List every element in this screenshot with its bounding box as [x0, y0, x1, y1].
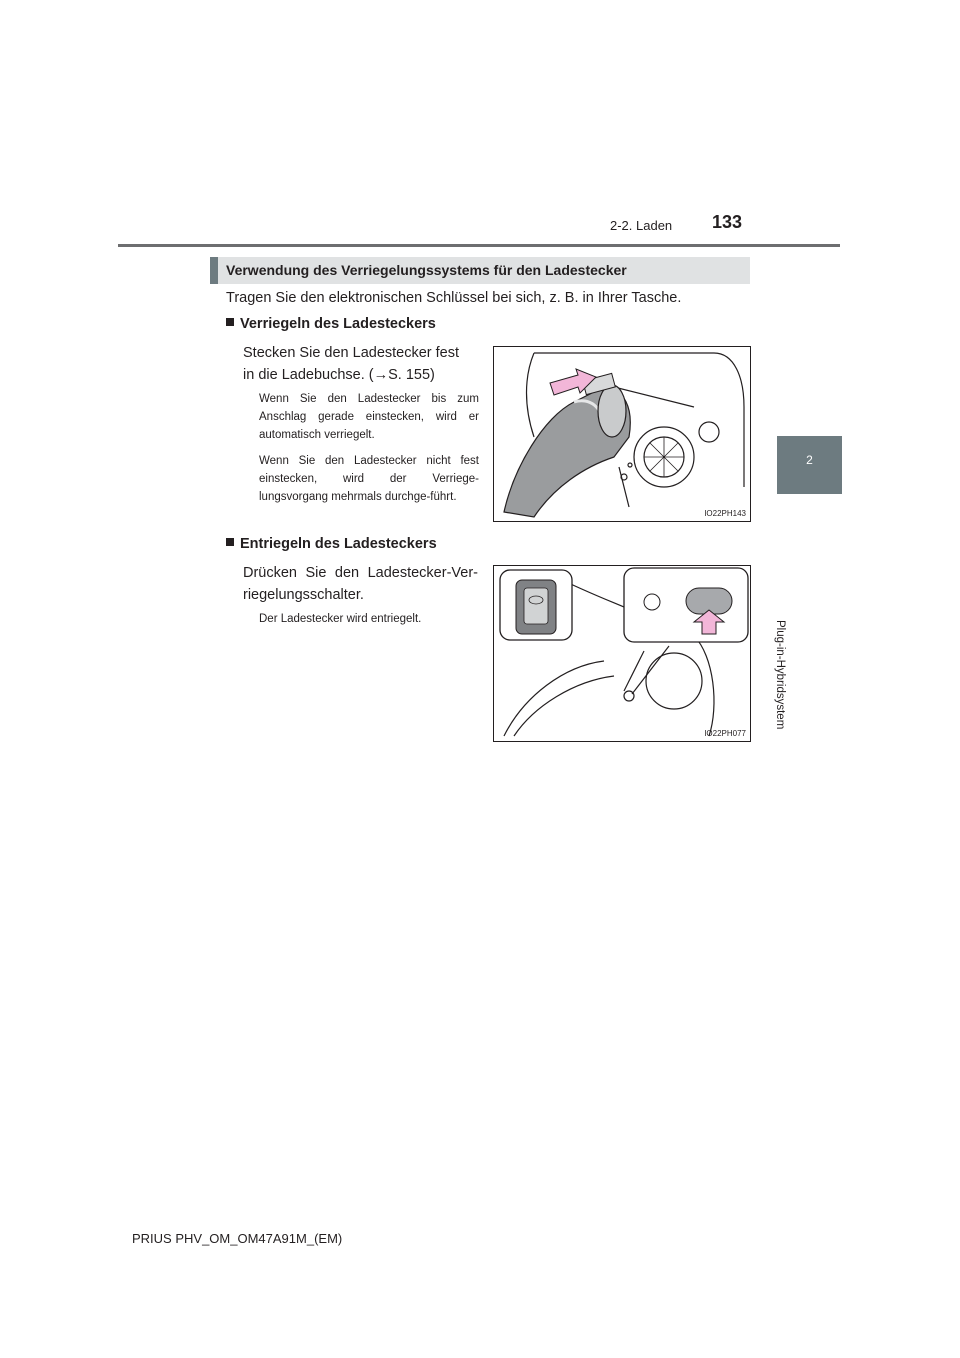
plug-insert-illustration [494, 347, 750, 521]
page-ref-arrow-icon: → [373, 367, 389, 383]
section-title: Verwendung des Verriegelungssystems für den Ladestecker [226, 262, 627, 278]
page-number: 133 [712, 212, 743, 232]
document-footer: PRIUS PHV_OM_OM47A91M_(EM) [132, 1231, 343, 1246]
unlock-instruction: Drücken Sie den Ladestecker-Ver-riegelungsschalter. [243, 565, 478, 603]
figure-id: IO22PH077 [704, 729, 746, 738]
header-rule [118, 244, 840, 247]
intro-text: Tragen Sie den elektronischen Schlüssel bei sich, z. B. in Ihrer Tasche. [226, 290, 682, 306]
lock-instruction-line1: Stecken Sie den Ladestecker fest [243, 345, 460, 361]
chapter-tab-number: 2 [806, 453, 813, 467]
square-bullet-icon [226, 538, 234, 546]
chapter-tab-label: Plug-in-Hybridsystem [774, 620, 786, 730]
page-reference[interactable]: S. 155) [388, 367, 435, 383]
lock-instruction-line2a: in die Ladebuchse. ( [243, 367, 374, 383]
figure-unlock-switch [493, 565, 751, 742]
lock-instruction-line2 [243, 364, 478, 386]
figure-plug-insert [493, 346, 751, 522]
section-title-accent [210, 257, 218, 284]
figure-id: IO22PH143 [704, 509, 746, 518]
lock-heading-text: Verriegeln des Ladesteckers [240, 316, 436, 332]
lock-heading [226, 316, 436, 332]
section-label: 2-2. Laden [610, 218, 673, 233]
square-bullet-icon [226, 318, 234, 326]
unlock-heading-text: Entriegeln des Ladesteckers [240, 536, 437, 552]
lock-note-2: Wenn Sie den Ladestecker nicht fest einstecken, wird der Verriege-lungsvorgang mehrmals durchge-führt. [259, 455, 479, 503]
unlock-heading [226, 536, 437, 552]
lock-note-1: Wenn Sie den Ladestecker bis zum Anschlag gerade einstecken, wird er automatisch verriegelt. [259, 393, 479, 441]
unlock-note: Der Ladestecker wird entriegelt. [259, 613, 422, 625]
unlock-switch-illustration [494, 566, 750, 741]
lock-instruction [243, 342, 478, 386]
